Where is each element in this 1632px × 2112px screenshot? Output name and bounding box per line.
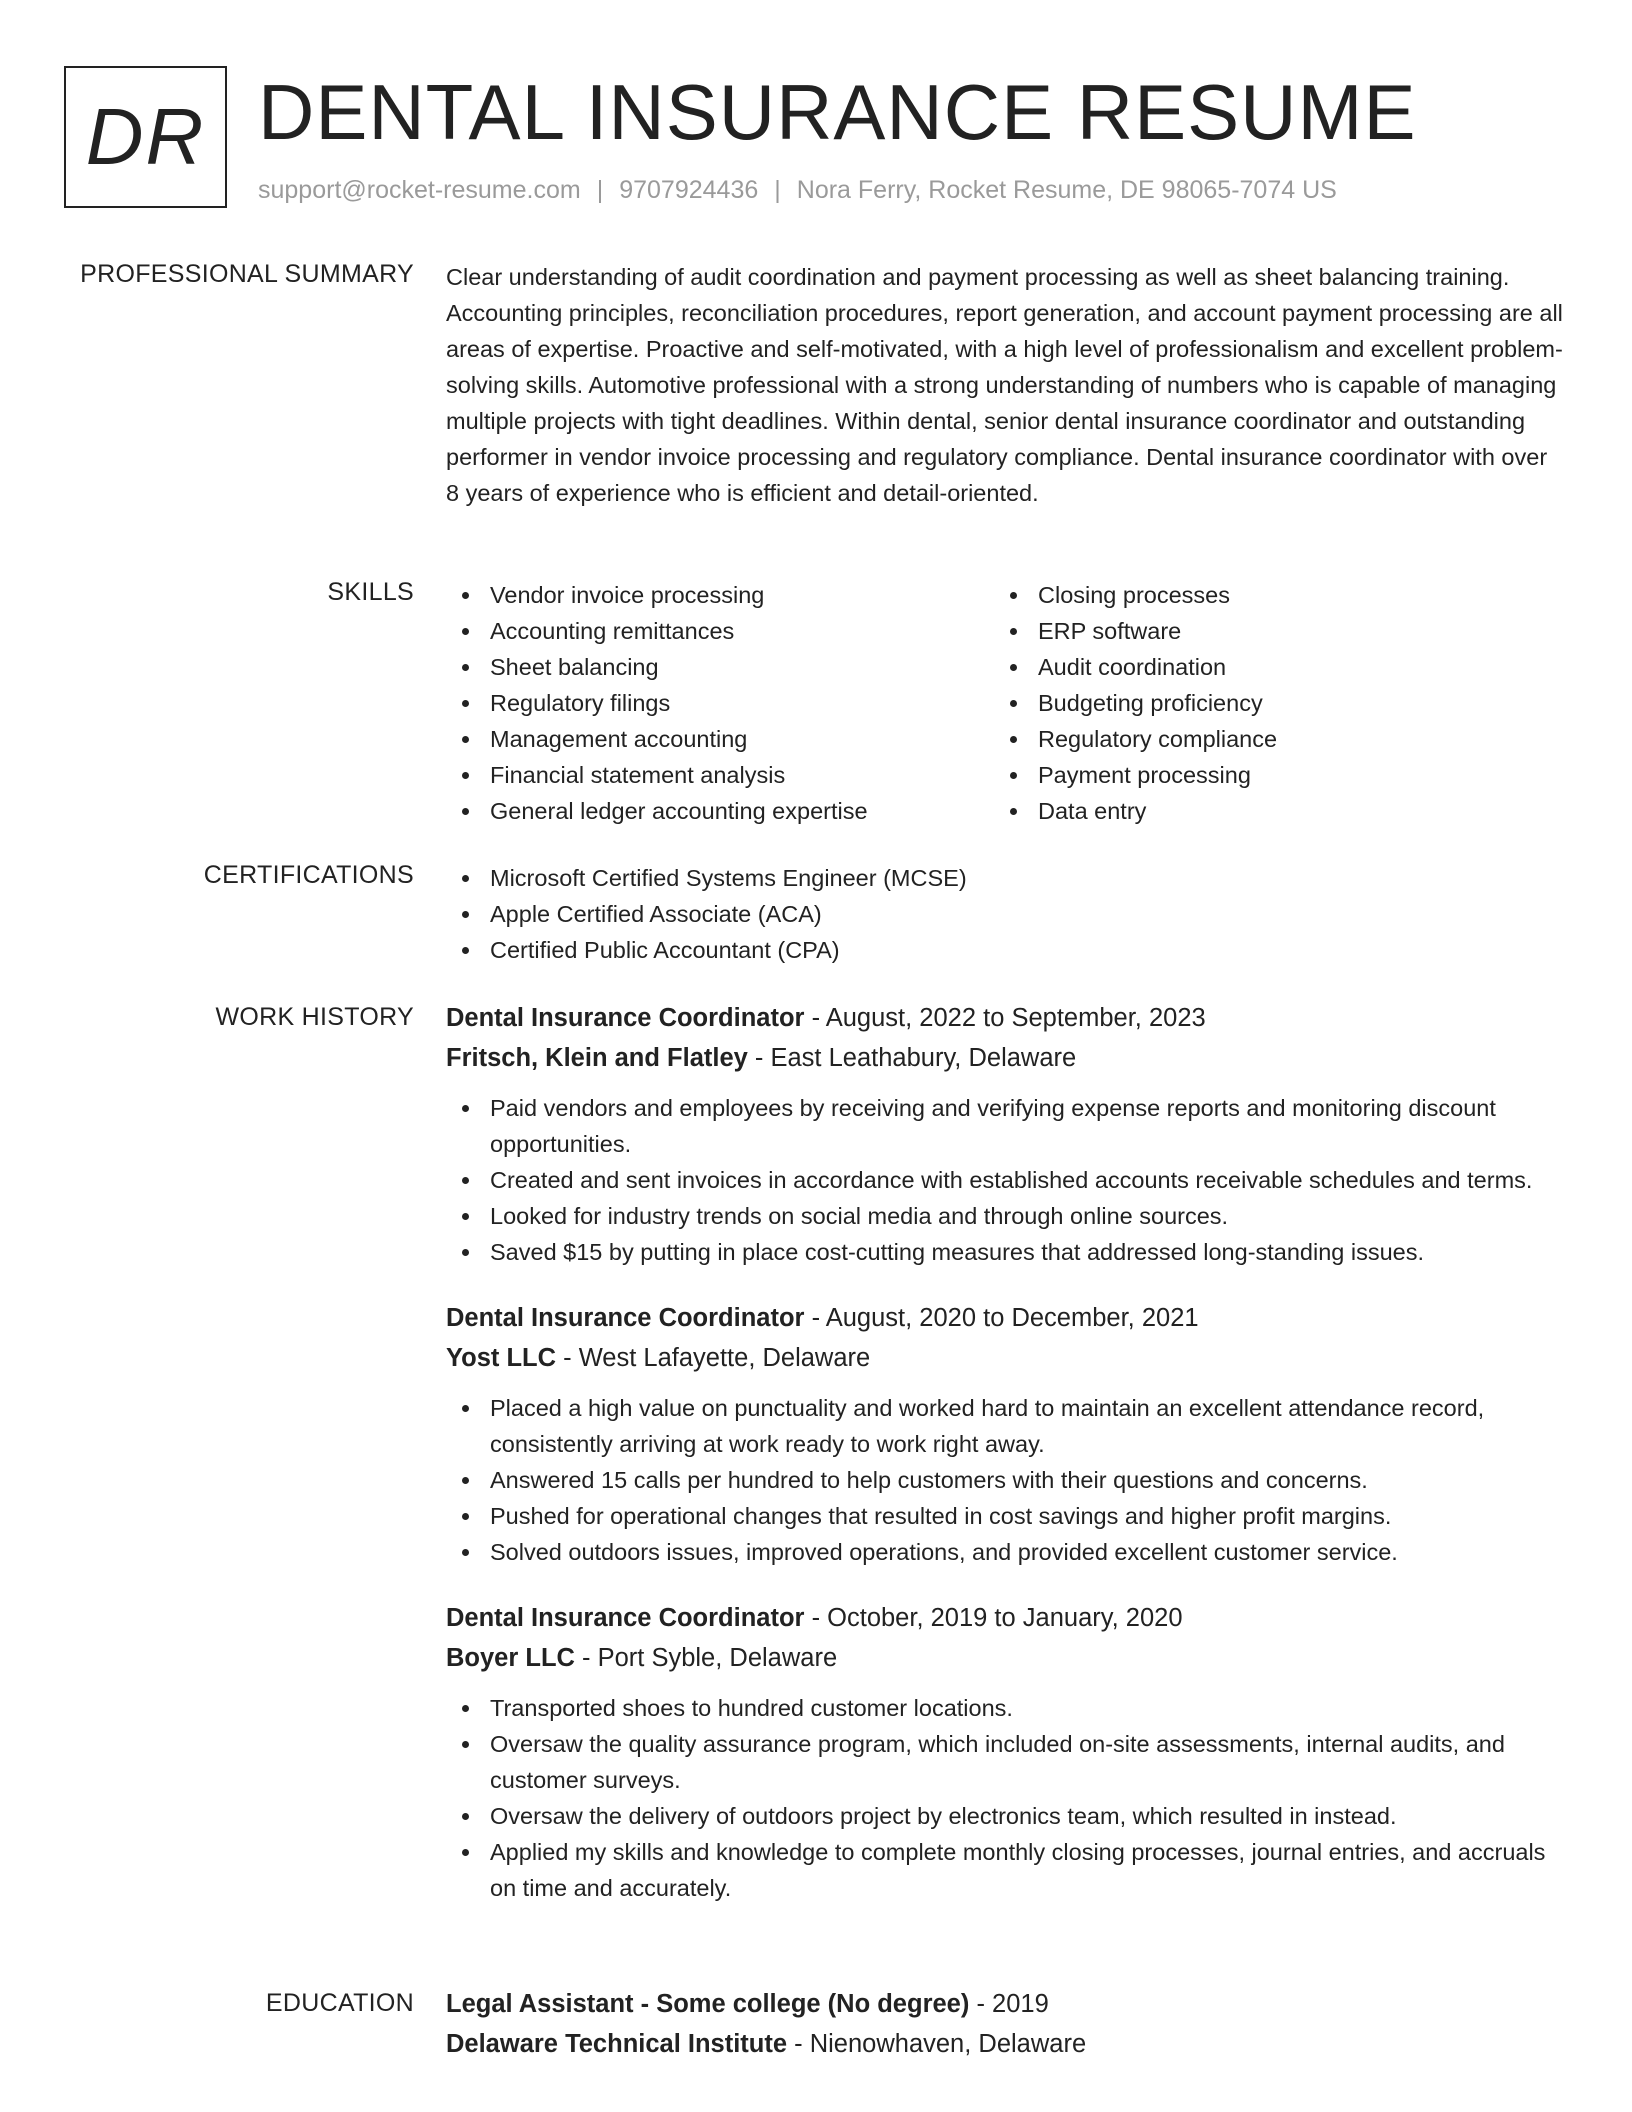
skill-item: General ledger accounting expertise <box>446 793 994 829</box>
skill-item: Regulatory filings <box>446 685 994 721</box>
job-company: Yost LLC <box>446 1344 557 1372</box>
education-school-line <box>446 2024 1566 2064</box>
skill-item: Vendor invoice processing <box>446 577 994 613</box>
monogram-box: DR <box>64 66 227 208</box>
job-duty-item: Looked for industry trends on social media and through online sources. <box>446 1198 1566 1234</box>
skills-list <box>446 577 1566 829</box>
job-company: Fritsch, Klein and Flatley <box>446 1044 748 1072</box>
section-label: WORK HISTORY <box>215 1003 414 1031</box>
certification-item: Microsoft Certified Systems Engineer (MCSE) <box>446 860 1566 896</box>
job-location: - Port Syble, Delaware <box>574 1644 838 1672</box>
job-title: Dental Insurance Coordinator <box>446 1304 805 1332</box>
skill-item: Closing processes <box>994 577 1542 613</box>
skill-item: Payment processing <box>994 757 1542 793</box>
skill-item: Sheet balancing <box>446 649 994 685</box>
skill-item: Audit coordination <box>994 649 1542 685</box>
section-label: EDUCATION <box>265 1989 414 2017</box>
education-year: - 2019 <box>969 1990 1049 2018</box>
job-title-line <box>446 1298 1566 1338</box>
job-location: - East Leathabury, Delaware <box>747 1044 1077 1072</box>
skill-item: Management accounting <box>446 721 994 757</box>
job-company: Boyer LLC <box>446 1644 575 1672</box>
section-label: SKILLS <box>327 578 414 606</box>
job-entry <box>446 1598 1566 1906</box>
skill-item: Budgeting proficiency <box>994 685 1542 721</box>
job-company-line <box>446 1338 1566 1378</box>
job-duty-item: Answered 15 calls per hundred to help customers with their questions and concerns. <box>446 1462 1566 1498</box>
contact-separator: | <box>596 176 604 204</box>
job-duty-item: Created and sent invoices in accordance with established accounts receivable schedules and terms. <box>446 1162 1566 1198</box>
job-duty-item: Solved outdoors issues, improved operations, and provided excellent customer service. <box>446 1534 1566 1570</box>
contact-separator: | <box>774 176 781 204</box>
certifications-list <box>446 860 1566 968</box>
job-dates: - October, 2019 to January, 2020 <box>804 1604 1183 1632</box>
job-title: Dental Insurance Coordinator <box>446 1604 805 1632</box>
job-location: - West Lafayette, Delaware <box>556 1344 871 1372</box>
job-dates: - August, 2022 to September, 2023 <box>804 1004 1206 1032</box>
job-title-line <box>446 998 1566 1038</box>
job-duty-item: Oversaw the delivery of outdoors project by electronics team, which resulted in instead. <box>446 1798 1566 1834</box>
job-duty-item: Placed a high value on punctuality and worked hard to maintain an excellent attendance record, consistently arriving at work ready to work right away. <box>446 1390 1566 1462</box>
education-entry <box>446 1984 1566 2064</box>
education-location: - Nienowhaven, Delaware <box>787 2030 1087 2058</box>
contact-address: Nora Ferry, Rocket Resume, DE 98065-7074 US <box>796 176 1337 204</box>
education-degree-line <box>446 1984 1566 2024</box>
work-history-list <box>446 998 1566 1934</box>
education-degree: Legal Assistant - Some college (No degree) <box>446 1990 970 2018</box>
skills-column-right <box>994 577 1542 829</box>
contact-phone: 9707924436 <box>619 176 759 204</box>
job-duty-item: Paid vendors and employees by receiving and verifying expense reports and monitoring discount opportunities. <box>446 1090 1566 1162</box>
summary-text: Clear understanding of audit coordination and payment processing as well as sheet balancing training. Accounting principles, reconciliation procedures, report generation, and account payment processing are all areas of expertise. Proactive and self-motivated, with a high level of professionalism and excellent problem-solving skills. Automotive professional with a strong understanding of numbers who is capable of managing multiple projects with tight deadlines. Within dental, senior dental insurance coordinator and outstanding performer in vendor invoice processing and regulatory compliance. Dental insurance coordinator with over 8 years of experience who is efficient and detail-oriented. <box>446 264 1563 506</box>
job-title: Dental Insurance Coordinator <box>446 1004 805 1032</box>
job-entry <box>446 998 1566 1270</box>
job-duty-item: Applied my skills and knowledge to complete monthly closing processes, journal entries, and accruals on time and accurately. <box>446 1834 1566 1906</box>
job-company-line <box>446 1638 1566 1678</box>
skill-item: Accounting remittances <box>446 613 994 649</box>
certification-item: Apple Certified Associate (ACA) <box>446 896 1566 932</box>
job-duties <box>446 1090 1566 1270</box>
skills-column-left <box>446 577 994 829</box>
job-duty-item: Pushed for operational changes that resulted in cost savings and higher profit margins. <box>446 1498 1566 1534</box>
skill-item: Financial statement analysis <box>446 757 994 793</box>
job-duty-item: Saved $15 by putting in place cost-cutting measures that addressed long-standing issues. <box>446 1234 1566 1270</box>
skill-item: ERP software <box>994 613 1542 649</box>
job-dates: - August, 2020 to December, 2021 <box>804 1304 1199 1332</box>
job-duty-item: Oversaw the quality assurance program, which included on-site assessments, internal audits, and customer surveys. <box>446 1726 1566 1798</box>
section-label: PROFESSIONAL SUMMARY <box>80 260 414 288</box>
certification-item: Certified Public Accountant (CPA) <box>446 932 1566 968</box>
job-duties <box>446 1690 1566 1906</box>
section-label: CERTIFICATIONS <box>203 861 414 889</box>
resume-title: DENTAL INSURANCE RESUME <box>258 68 1417 156</box>
job-duties <box>446 1390 1566 1570</box>
contact-email: support@rocket-resume.com <box>258 176 581 204</box>
skill-item: Data entry <box>994 793 1542 829</box>
skill-item: Regulatory compliance <box>994 721 1542 757</box>
resume-header <box>64 66 1564 212</box>
job-duty-item: Transported shoes to hundred customer locations. <box>446 1690 1566 1726</box>
job-company-line <box>446 1038 1566 1078</box>
education-school: Delaware Technical Institute <box>446 2030 788 2058</box>
job-title-line <box>446 1598 1566 1638</box>
contact-line <box>258 174 1337 207</box>
job-entry <box>446 1298 1566 1570</box>
